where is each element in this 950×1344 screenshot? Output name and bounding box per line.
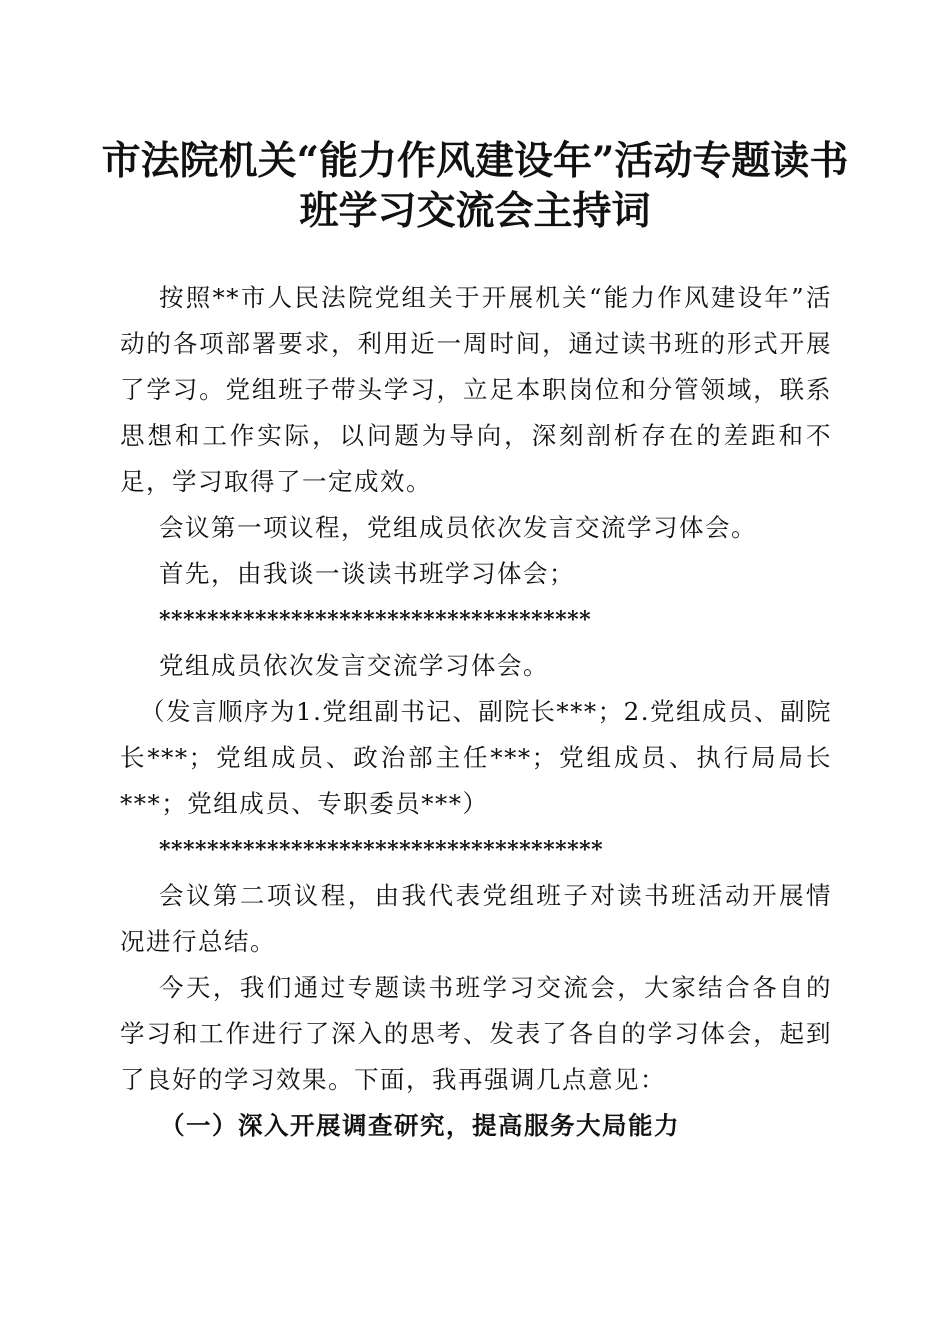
placeholder-stars-1: ************************************ [159, 607, 592, 633]
document-title [100, 136, 850, 236]
placeholder-stars-2: ************************************* [159, 837, 604, 863]
paragraph-speaking-order: （发言顺序为1.党组副书记、副院长***；2.党组成员、副院长***；党组成员、政治部主任***；党组成员、执行局局长***；党组成员、专职委员***） [120, 697, 832, 818]
document-body [120, 275, 832, 1149]
paragraph-first-speaker: 首先，由我谈一谈读书班学习体会； [159, 559, 575, 588]
paragraph-summary: 今天，我们通过专题读书班学习交流会，大家结合各自的学习和工作进行了深入的思考、发表了各自的学习体会，起到了良好的学习效果。下面，我再强调几点意见： [120, 973, 832, 1094]
paragraph-intro: 按照**市人民法院党组关于开展机关“能力作风建设年”活动的各项部署要求，利用近一周时间，通过读书班的形式开展了学习。党组班子带头学习，立足本职岗位和分管领域，联系思想和工作实际，以问题为导向，深刻剖析存在的差距和不足，学习取得了一定成效。 [120, 283, 832, 496]
section-heading-1: （一）深入开展调查研究，提高服务大局能力 [160, 1111, 680, 1140]
paragraph-members-speak: 党组成员依次发言交流学习体会。 [159, 651, 549, 680]
title-line-1: 市法院机关“能力作风建设年”活动专题读书 [101, 138, 849, 184]
paragraph-agenda-2: 会议第二项议程，由我代表党组班子对读书班活动开展情况进行总结。 [120, 881, 832, 956]
title-line-2: 班学习交流会主持词 [299, 188, 651, 234]
paragraph-agenda-1: 会议第一项议程，党组成员依次发言交流学习体会。 [159, 513, 757, 542]
